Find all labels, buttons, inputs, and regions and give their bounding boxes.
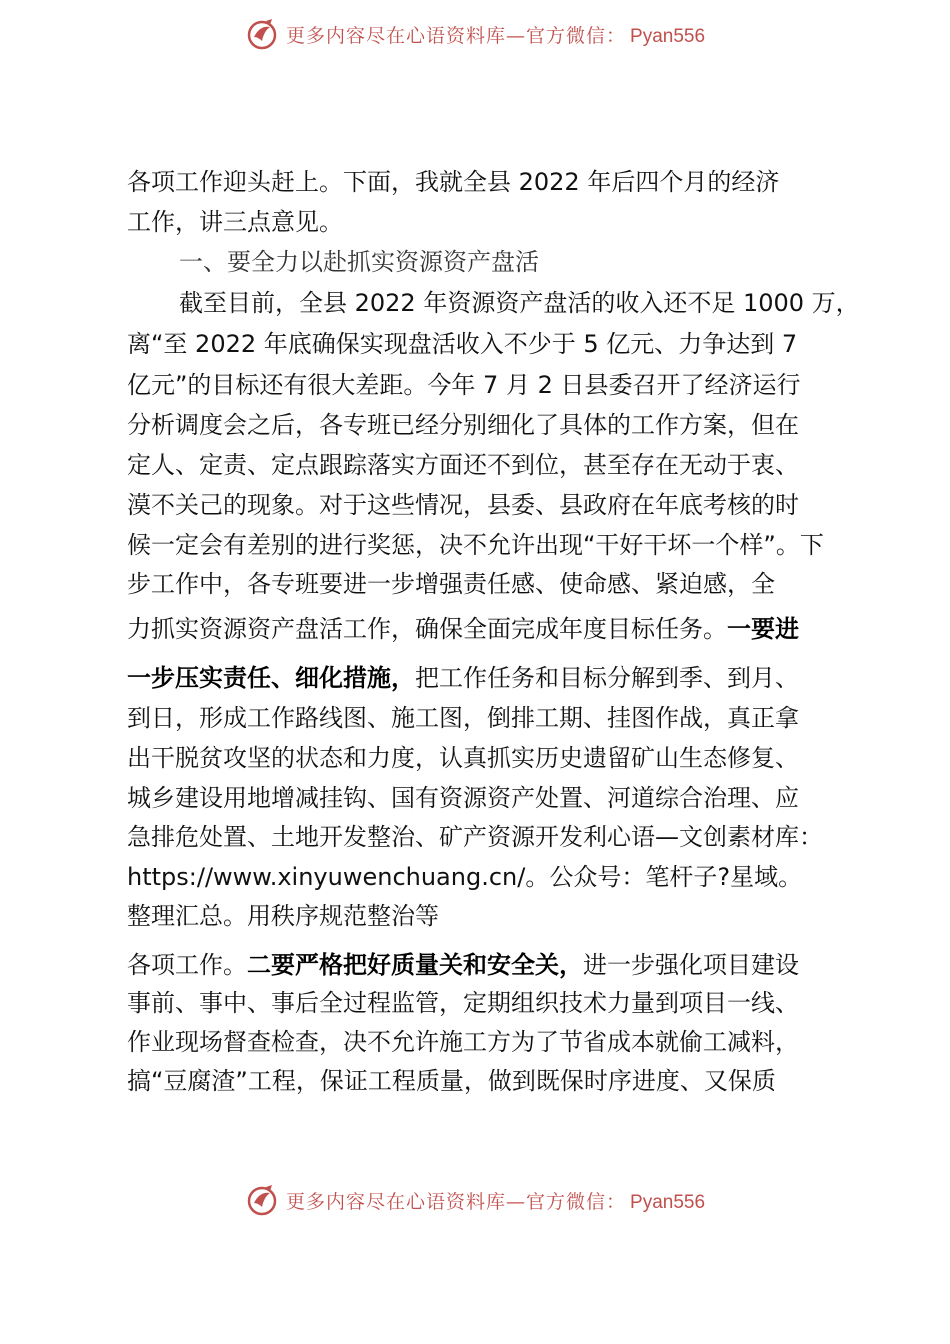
text-line: 分析调度会之后，各专班已经分别细化了具体的工作方案，但在 bbox=[127, 411, 799, 439]
url-line: https://www.xinyuwenchuang.cn/。公众号：笔杆子?星域。 bbox=[127, 863, 803, 891]
text-line: 力抓实资源资产盘活工作，确保全面完成年度目标任务。一要进 bbox=[127, 615, 799, 643]
header-banner-text: 更多内容尽在心语资料库—官方微信： Pyan556 bbox=[286, 24, 706, 47]
text-line: 漠不关己的现象。对于这些情况，县委、县政府在年底考核的时 bbox=[127, 491, 799, 519]
text-line: 出干脱贫攻坚的状态和力度，认真抓实历史遗留矿山生态修复、 bbox=[127, 744, 799, 772]
header-wechat-id: Pyan556 bbox=[630, 25, 706, 47]
bold-point-two: 二要严格把好质量关和安全关， bbox=[247, 951, 583, 979]
text-line: 定人、定责、定点跟踪落实方面还不到位，甚至存在无动于衷、 bbox=[127, 451, 799, 479]
text-line: 整理汇总。用秩序规范整治等 bbox=[127, 902, 439, 930]
logo-icon bbox=[246, 1183, 278, 1217]
bold-point-one: 一要进 bbox=[727, 615, 799, 643]
text-line: 城乡建设用地增减挂钩、国有资源资产处置、河道综合治理、应 bbox=[127, 784, 799, 812]
section-heading: 一、要全力以赴抓实资源资产盘活 bbox=[179, 248, 539, 276]
text-line: 一步压实责任、细化措施，把工作任务和目标分解到季、到月、 bbox=[127, 664, 799, 692]
text-line: 离“至 2022 年底确保实现盘活收入不少于 5 亿元、力争达到 7 bbox=[127, 330, 798, 358]
text-line: 作业现场督查检查，决不允许施工方为了节省成本就偷工减料， bbox=[127, 1028, 799, 1056]
text-line: 搞“豆腐渣”工程，保证工程质量，做到既保时序进度、又保质 bbox=[127, 1067, 776, 1095]
text-line: 各项工作迎头赶上。下面，我就全县 2022 年后四个月的经济 bbox=[127, 168, 780, 196]
text-line: 截至目前，全县 2022 年资源资产盘活的收入还不足 1000 万， bbox=[179, 289, 860, 317]
bold-point-one-cont: 一步压实责任、细化措施， bbox=[127, 664, 415, 692]
text-line: 各项工作。二要严格把好质量关和安全关，进一步强化项目建设 bbox=[127, 951, 799, 979]
header-banner bbox=[246, 16, 705, 52]
footer-wechat-id: Pyan556 bbox=[630, 1191, 706, 1213]
text-line: 事前、事中、事后全过程监管，定期组织技术力量到项目一线、 bbox=[127, 989, 799, 1017]
text-line: 急排危处置、土地开发整治、矿产资源开发利心语—文创素材库： bbox=[127, 823, 823, 851]
text-line: 候一定会有差别的进行奖惩，决不允许出现“干好干坏一个样”。下 bbox=[127, 531, 824, 559]
logo-icon bbox=[246, 17, 278, 51]
text-line: 步工作中，各专班要进一步增强责任感、使命感、紧迫感，全 bbox=[127, 570, 775, 598]
text-line: 亿元”的目标还有很大差距。今年 7 月 2 日县委召开了经济运行 bbox=[127, 371, 801, 399]
text-line: 工作，讲三点意见。 bbox=[127, 208, 343, 236]
text-line: 到日，形成工作路线图、施工图，倒排工期、挂图作战，真正拿 bbox=[127, 704, 799, 732]
footer-banner bbox=[246, 1182, 705, 1218]
footer-banner-text: 更多内容尽在心语资料库—官方微信： Pyan556 bbox=[286, 1190, 706, 1213]
